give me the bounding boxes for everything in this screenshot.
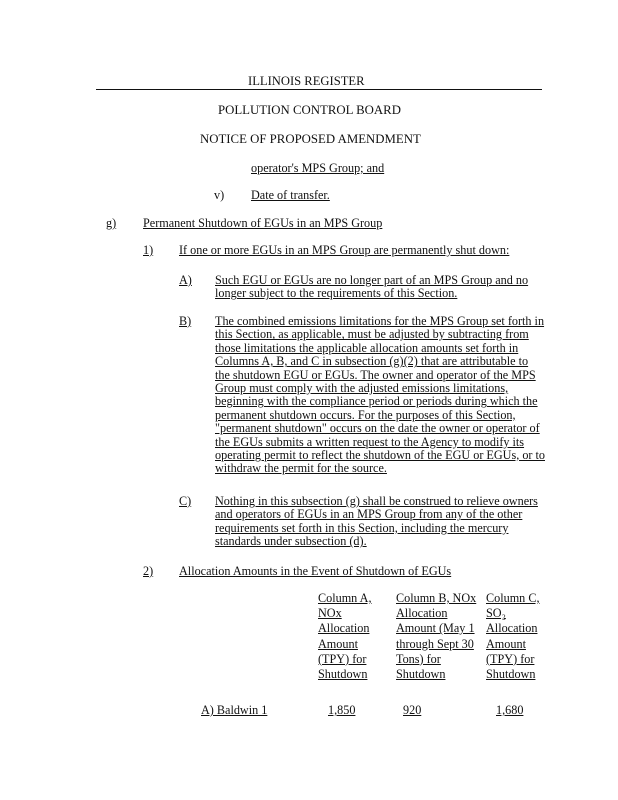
table-row-unit: A) Baldwin 1 bbox=[201, 703, 268, 717]
column-b-header: Column B, NOx Allocation Amount (May 1 through Sept 30 Tons) for Shutdown bbox=[396, 591, 477, 682]
item-v-text: Date of transfer. bbox=[251, 188, 330, 202]
subitem-b-label: B) bbox=[179, 314, 192, 328]
section-g-title: Permanent Shutdown of EGUs in an MPS Group bbox=[143, 216, 383, 230]
item-1-text: If one or more EGUs in an MPS Group are permanently shut down: bbox=[179, 243, 510, 257]
column-c-header: Column C, SO₂ Allocation Amount (TPY) for Shutdown bbox=[486, 591, 540, 682]
subitem-b-text: The combined emissions limitations for the MPS Group set forth in this Section, as applicable, must be adjusted by subtracting from those limitations the applicable allocation amounts set forth in Columns A, B, and C in subsection (g)(2) that are attributable to the shutdown EGU or EGUs. The owner and operator of the MPS Group must comply with the adjusted emissions limitations, beginning with the compliance period or periods during which the permanent shutdown occurs. For the purposes of this Section, "permanent shutdown" occurs on the date the owner or operator of the EGUs submits a written request to the Agency to modify its operating permit to reflect the shutdown of the EGU or EGUs, or to withdraw the permit for the source. bbox=[215, 314, 545, 476]
header-rule bbox=[96, 89, 542, 90]
notice-title: NOTICE OF PROPOSED AMENDMENT bbox=[200, 132, 421, 146]
continuation-line: operator's MPS Group; and bbox=[251, 161, 385, 175]
item-1-label: 1) bbox=[143, 243, 154, 257]
register-title: ILLINOIS REGISTER bbox=[248, 74, 365, 88]
board-title: POLLUTION CONTROL BOARD bbox=[218, 103, 401, 117]
subitem-c-text: Nothing in this subsection (g) shall be construed to relieve owners and operators of EGUs in an MPS Group from any of the other requirements set forth in this Section, including the mercury standards under subsection (d). bbox=[215, 494, 538, 549]
item-v-label: v) bbox=[214, 188, 225, 202]
subitem-a-label: A) bbox=[179, 273, 192, 287]
section-g-label: g) bbox=[106, 216, 117, 230]
item-2-label: 2) bbox=[143, 564, 154, 578]
table-cell-col-b: 920 bbox=[403, 703, 422, 717]
table-cell-col-c: 1,680 bbox=[496, 703, 524, 717]
column-a-header: Column A, NOx Allocation Amount (TPY) for Shutdown bbox=[318, 591, 372, 682]
subitem-c-label: C) bbox=[179, 494, 192, 508]
item-2-title: Allocation Amounts in the Event of Shutdown of EGUs bbox=[179, 564, 452, 578]
table-cell-col-a: 1,850 bbox=[328, 703, 356, 717]
subitem-a-text: Such EGU or EGUs are no longer part of an MPS Group and no longer subject to the requirements of this Section. bbox=[215, 273, 529, 301]
